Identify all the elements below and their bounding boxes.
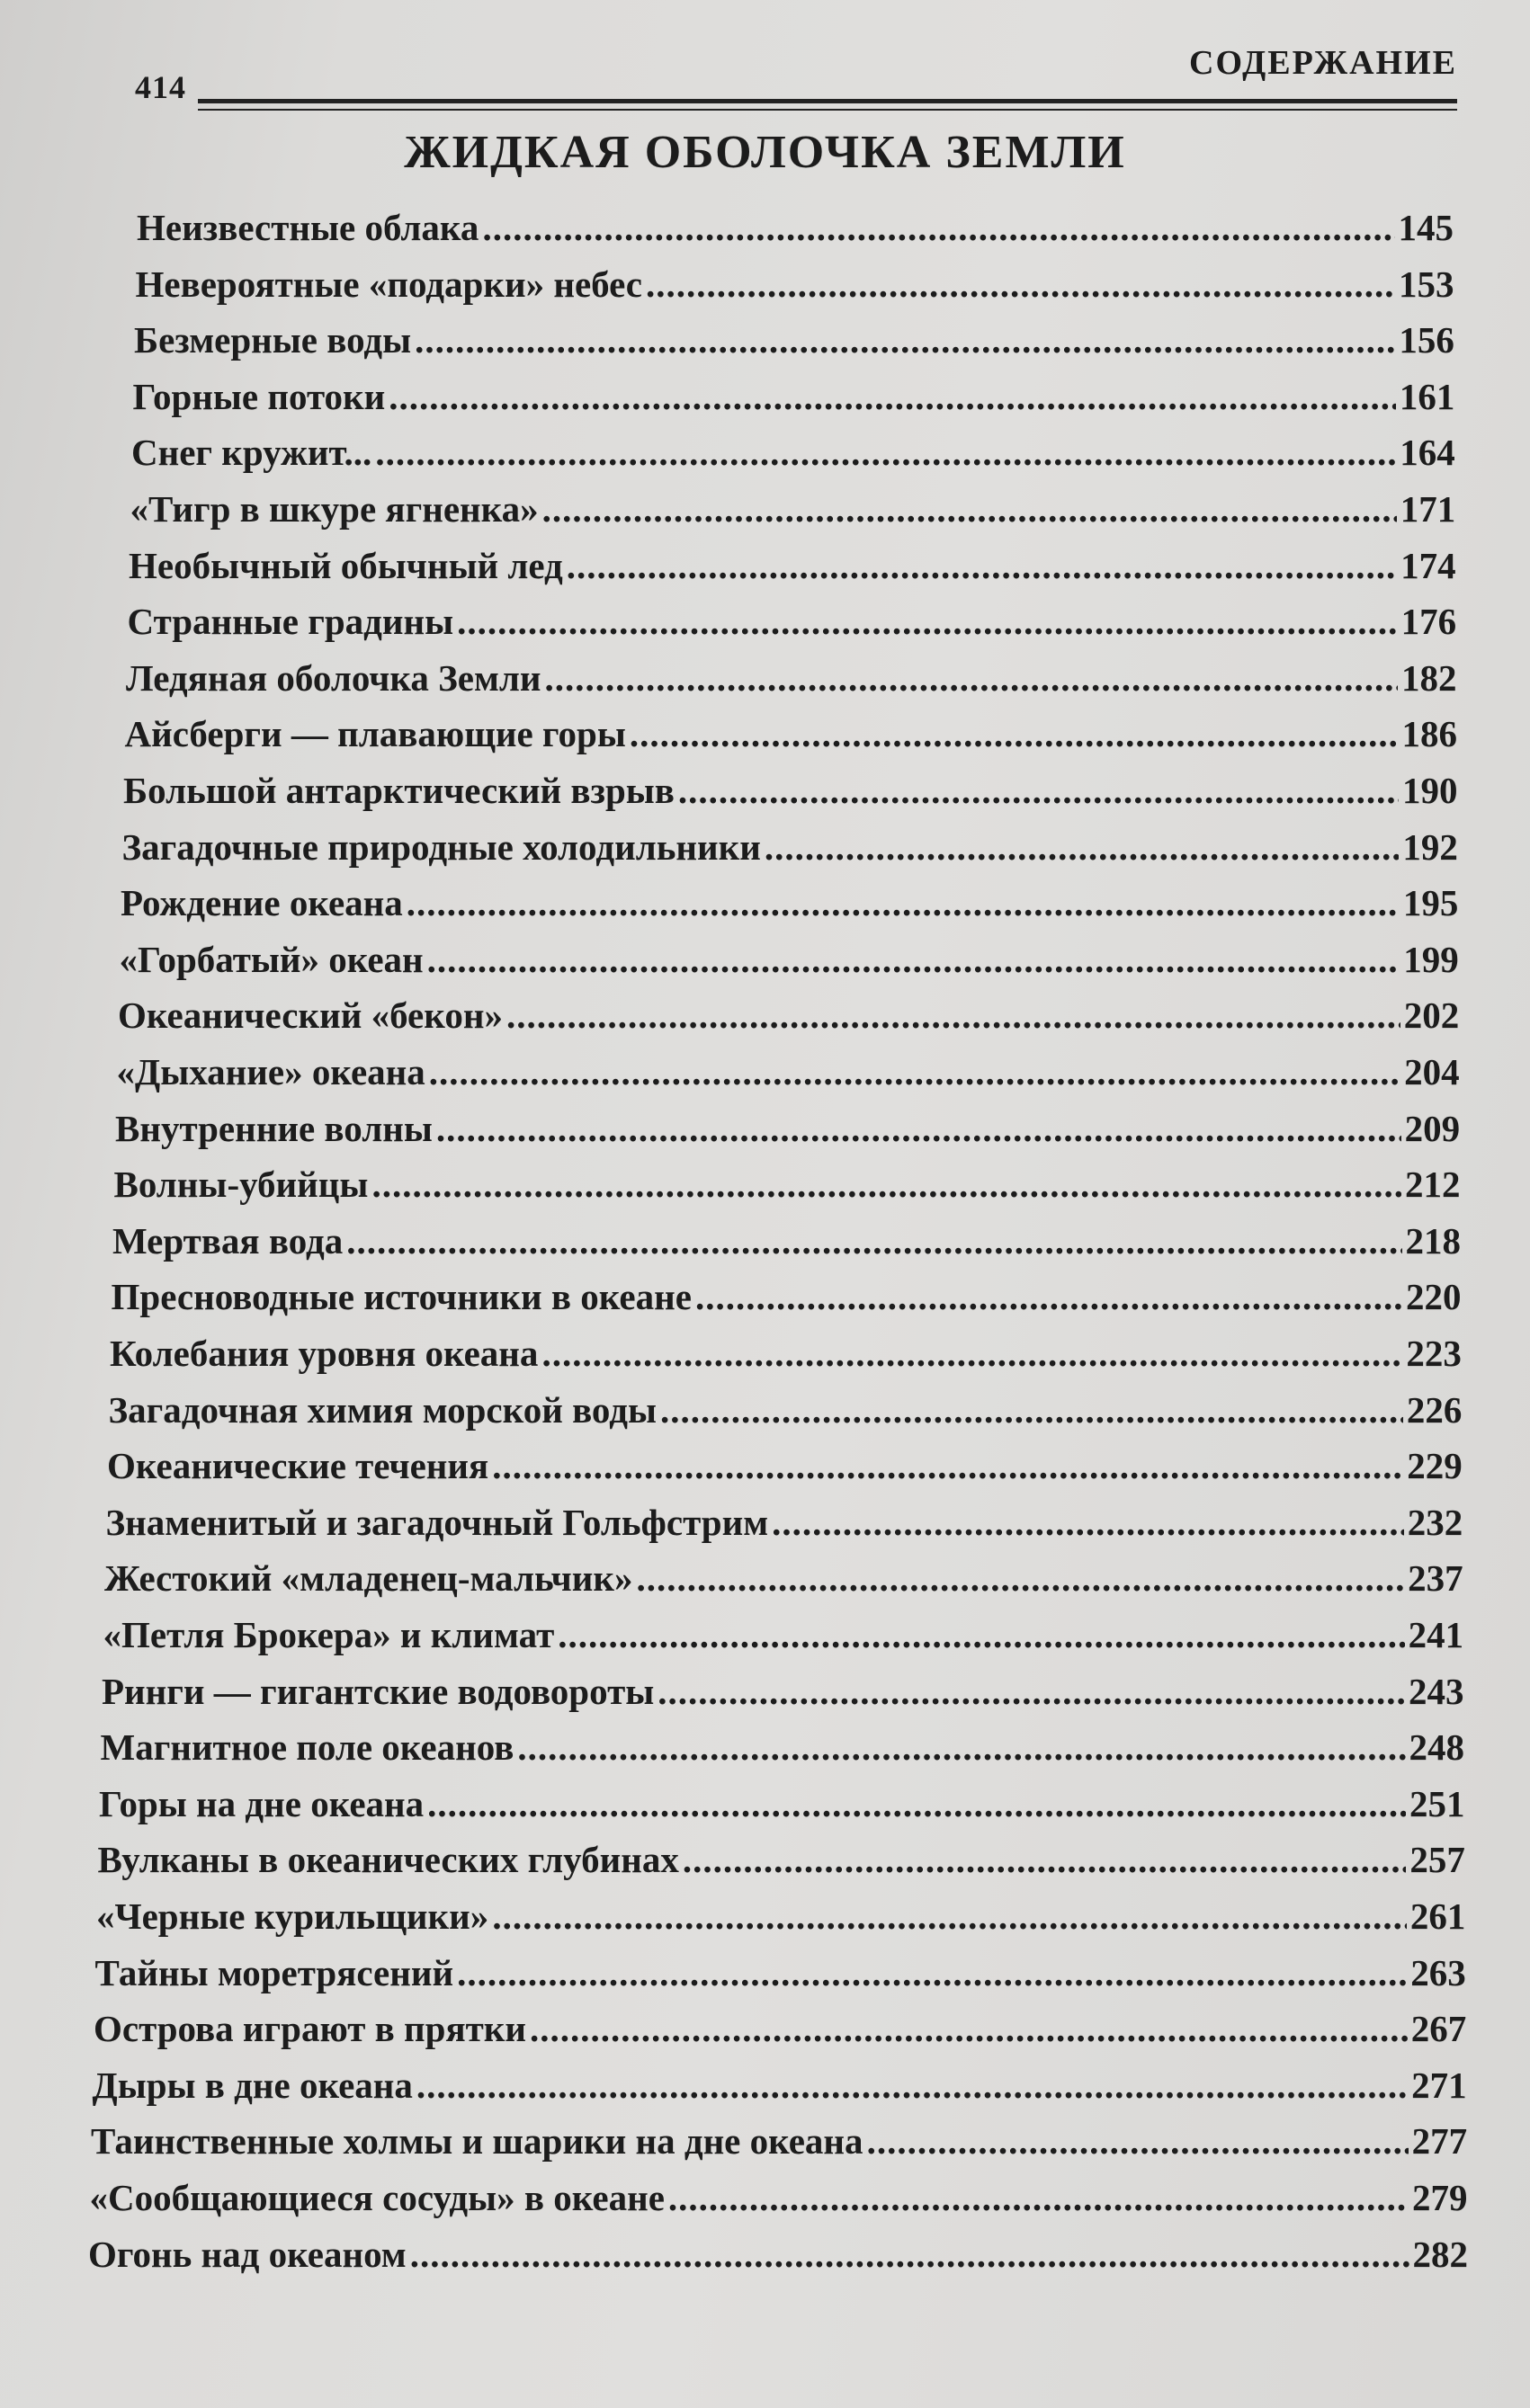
toc-dot-leader bbox=[482, 202, 1394, 253]
toc-entry bbox=[91, 2116, 1467, 2166]
toc-entry bbox=[109, 1385, 1463, 1435]
toc-entry bbox=[112, 1271, 1462, 1322]
toc-dot-leader bbox=[765, 822, 1399, 872]
toc-entry-page: 229 bbox=[1407, 1445, 1463, 1487]
toc-entry bbox=[133, 371, 1455, 422]
toc-entry-title: Горные потоки bbox=[132, 375, 386, 417]
toc-entry-page: 164 bbox=[1400, 432, 1455, 474]
toc-entry-page: 204 bbox=[1404, 1051, 1460, 1093]
toc-entry bbox=[128, 596, 1457, 647]
toc-dot-leader bbox=[541, 1328, 1402, 1378]
toc-entry-page: 202 bbox=[1403, 994, 1460, 1037]
toc-entry-title: «Черные курильщики» bbox=[96, 1895, 489, 1937]
toc-entry bbox=[121, 878, 1458, 928]
toc-dot-leader bbox=[416, 2060, 1408, 2110]
toc-entry bbox=[98, 1834, 1465, 1885]
toc-entry bbox=[136, 259, 1454, 309]
toc-entry-title: Невероятные «подарки» небес bbox=[135, 263, 643, 305]
toc-dot-leader bbox=[683, 1834, 1407, 1885]
toc-entry-title: Большой антарктический взрыв bbox=[123, 770, 675, 811]
toc-entry-page: 182 bbox=[1401, 656, 1457, 699]
toc-entry-title: Колебания уровня океана bbox=[110, 1333, 539, 1374]
toc-entry-title: Неизвестные облака bbox=[137, 207, 479, 248]
toc-entry-page: 226 bbox=[1406, 1388, 1463, 1431]
toc-entry-page: 176 bbox=[1400, 601, 1457, 643]
toc-entry-page: 171 bbox=[1400, 488, 1456, 530]
toc-entry-title: Дыры в дне океана bbox=[92, 2064, 413, 2106]
toc-dot-leader bbox=[658, 1666, 1405, 1717]
toc-entry-title: Магнитное поле океанов bbox=[100, 1726, 514, 1769]
toc-entry bbox=[99, 1779, 1464, 1829]
running-section-name: СОДЕРЖАНИЕ bbox=[1189, 44, 1457, 82]
toc-entry-title: Мертвая вода bbox=[112, 1219, 344, 1262]
toc-entry-title: Внутренние волны bbox=[115, 1107, 433, 1149]
toc-entry-title: Загадочные природные холодильники bbox=[121, 825, 761, 868]
toc-entry-page: 223 bbox=[1406, 1333, 1462, 1374]
toc-entry bbox=[96, 1891, 1465, 1941]
toc-dot-leader bbox=[457, 596, 1397, 647]
toc-dot-leader bbox=[492, 1891, 1407, 1941]
toc-entry-page: 220 bbox=[1405, 1276, 1462, 1318]
toc-entry bbox=[114, 1159, 1461, 1209]
toc-entry-title: Снег кружит... bbox=[131, 432, 372, 474]
toc-dot-leader bbox=[389, 371, 1396, 422]
toc-dot-leader bbox=[375, 427, 1396, 477]
toc-entry-title: Необычный обычный лед bbox=[129, 544, 563, 586]
toc-dot-leader bbox=[630, 709, 1399, 759]
toc-entry-page: 263 bbox=[1410, 1951, 1466, 1993]
toc-entry bbox=[112, 1216, 1461, 1266]
toc-entry-title: «Петля Брокера» и климат bbox=[103, 1614, 555, 1655]
toc-entry bbox=[117, 1047, 1460, 1097]
toc-entry-title: «Дыхание» океана bbox=[116, 1051, 425, 1093]
toc-dot-leader bbox=[867, 2116, 1409, 2166]
toc-entry-title: Пресноводные источники в океане bbox=[111, 1276, 692, 1318]
toc-entry-title: Жестокий «младенец-мальчик» bbox=[104, 1557, 633, 1600]
toc-dot-leader bbox=[436, 1103, 1401, 1154]
toc-entry-page: 261 bbox=[1409, 1895, 1466, 1937]
toc-entry-title: Айсберги — плавающие горы bbox=[124, 713, 626, 755]
toc-entry bbox=[95, 1948, 1466, 1998]
toc-entry bbox=[106, 1497, 1463, 1547]
toc-dot-leader bbox=[567, 540, 1397, 591]
toc-dot-leader bbox=[646, 259, 1395, 309]
toc-dot-leader bbox=[517, 1722, 1405, 1772]
toc-entry bbox=[137, 202, 1454, 253]
toc-entry bbox=[93, 2060, 1467, 2110]
toc-entry-title: Знаменитый и загадочный Гольфстрим bbox=[105, 1501, 769, 1543]
toc-dot-leader bbox=[429, 1047, 1400, 1097]
toc-entry bbox=[90, 2172, 1468, 2223]
toc-entry-page: 156 bbox=[1399, 319, 1454, 361]
toc-entry-title: Океанические течения bbox=[107, 1445, 489, 1487]
toc-entry-page: 212 bbox=[1405, 1164, 1461, 1206]
toc-entry bbox=[104, 1553, 1463, 1603]
toc-dot-leader bbox=[407, 878, 1400, 928]
toc-dot-leader bbox=[371, 1159, 1401, 1209]
toc-entry-title: Острова играют в прятки bbox=[94, 2008, 527, 2050]
toc-entry bbox=[110, 1328, 1462, 1378]
toc-entry-page: 186 bbox=[1401, 713, 1457, 755]
toc-entry bbox=[118, 990, 1459, 1040]
toc-dot-leader bbox=[772, 1497, 1404, 1547]
toc-entry-title: Рождение океана bbox=[121, 882, 403, 924]
toc-entry bbox=[94, 2003, 1466, 2054]
toc-entry bbox=[131, 427, 1455, 477]
toc-entry bbox=[122, 822, 1458, 872]
toc-entry-page: 241 bbox=[1408, 1614, 1464, 1655]
toc-entry-title: Ледяная оболочка Земли bbox=[126, 656, 541, 699]
toc-dot-leader bbox=[415, 315, 1395, 365]
toc-entry-page: 174 bbox=[1400, 544, 1456, 586]
toc-entry-title: «Горбатый» океан bbox=[119, 938, 424, 980]
toc-entry bbox=[102, 1666, 1464, 1717]
toc-entry-page: 218 bbox=[1405, 1219, 1461, 1262]
toc-entry-title: Горы на дне океана bbox=[99, 1782, 425, 1824]
toc-entry-title: Загадочная химия морской воды bbox=[108, 1388, 657, 1431]
toc-dot-leader bbox=[695, 1271, 1402, 1322]
toc-entry bbox=[88, 2229, 1468, 2279]
toc-entry-page: 277 bbox=[1411, 2120, 1468, 2163]
toc-dot-leader bbox=[678, 765, 1399, 816]
toc-entry-page: 237 bbox=[1408, 1557, 1463, 1600]
toc-entry-page: 192 bbox=[1402, 825, 1458, 868]
toc-entry bbox=[134, 315, 1454, 365]
toc-dot-leader bbox=[427, 934, 1400, 985]
toc-dot-leader bbox=[427, 1779, 1406, 1829]
toc-dot-leader bbox=[668, 2172, 1409, 2223]
toc-entry-title: Безмерные воды bbox=[134, 319, 412, 361]
toc-entry-page: 161 bbox=[1399, 375, 1455, 417]
toc-entry-page: 271 bbox=[1411, 2064, 1467, 2106]
toc-entry bbox=[103, 1610, 1464, 1660]
toc-entry-page: 232 bbox=[1407, 1501, 1463, 1543]
toc-dot-leader bbox=[457, 1948, 1407, 1998]
toc-dot-leader bbox=[636, 1553, 1404, 1603]
toc-entry bbox=[129, 540, 1456, 591]
toc-dot-leader bbox=[530, 2003, 1408, 2054]
toc-entry-page: 243 bbox=[1409, 1670, 1464, 1712]
toc-dot-leader bbox=[545, 653, 1399, 703]
toc-entry-page: 267 bbox=[1410, 2008, 1467, 2050]
toc-entry-title: Странные градины bbox=[127, 601, 454, 643]
toc-entry-title: Ринги — гигантские водовороты bbox=[102, 1670, 655, 1712]
toc-entry-page: 153 bbox=[1398, 263, 1454, 305]
toc-dot-leader bbox=[660, 1385, 1403, 1435]
toc-entry-page: 279 bbox=[1412, 2177, 1468, 2218]
toc-entry-title: Тайны моретрясений bbox=[94, 1951, 454, 1993]
toc-entry bbox=[115, 1103, 1460, 1154]
toc-dot-leader bbox=[346, 1216, 1401, 1266]
toc-entry-page: 209 bbox=[1404, 1107, 1461, 1149]
toc-dot-leader bbox=[558, 1610, 1404, 1660]
toc-entry bbox=[120, 934, 1459, 985]
toc-entry-page: 282 bbox=[1412, 2233, 1468, 2275]
toc-entry-title: Океанический «бекон» bbox=[118, 994, 503, 1037]
toc-entry-title: «Тигр в шкуре ягненка» bbox=[130, 488, 539, 530]
toc-entry-title: Волны-убийцы bbox=[113, 1164, 369, 1206]
toc-dot-leader bbox=[542, 484, 1397, 534]
section-title: ЖИДКАЯ ОБОЛОЧКА ЗЕМЛИ bbox=[404, 127, 1126, 178]
toc-entry-page: 251 bbox=[1409, 1782, 1465, 1824]
toc-entry-page: 248 bbox=[1409, 1726, 1464, 1769]
toc-dot-leader bbox=[506, 990, 1400, 1040]
toc-entry-page: 145 bbox=[1398, 207, 1454, 248]
toc-entry bbox=[130, 484, 1456, 534]
toc-entry-title: Таинственные холмы и шарики на дне океана bbox=[91, 2120, 863, 2163]
toc-entry-title: Вулканы в океанических глубинах bbox=[97, 1839, 679, 1881]
toc-entry bbox=[107, 1440, 1463, 1491]
toc-entry-page: 199 bbox=[1403, 938, 1459, 980]
toc-entry-page: 257 bbox=[1409, 1839, 1465, 1881]
toc-entry-title: «Сообщающиеся сосуды» в океане bbox=[89, 2177, 665, 2218]
page-number: 414 bbox=[135, 69, 186, 105]
toc-entry bbox=[101, 1722, 1465, 1772]
toc-entry-page: 190 bbox=[1401, 770, 1458, 811]
toc-dot-leader bbox=[410, 2229, 1409, 2279]
toc-dot-leader bbox=[492, 1440, 1403, 1491]
toc-entry bbox=[123, 765, 1457, 816]
toc-entry-title: Огонь над океаном bbox=[88, 2233, 407, 2275]
toc-entry-page: 195 bbox=[1402, 882, 1459, 924]
toc-entry bbox=[126, 653, 1457, 703]
toc-entry bbox=[125, 709, 1458, 759]
